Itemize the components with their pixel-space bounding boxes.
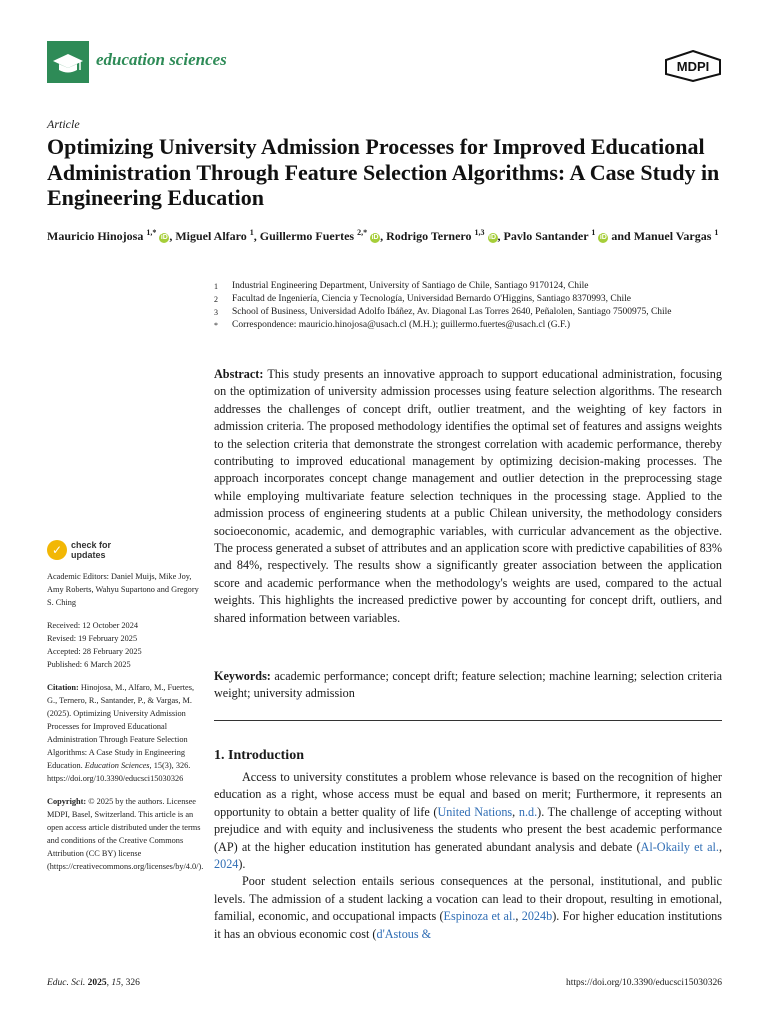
citation-link[interactable]: United Nations: [437, 804, 513, 819]
affiliation-text: Correspondence: mauricio.hinojosa@usach.cl (M.H.); guillermo.fuertes@usach.cl (G.F.): [232, 320, 571, 330]
received-date: Received: 12 October 2024: [47, 621, 139, 630]
footer-doi-link[interactable]: https://doi.org/10.3390/educsci15030326: [565, 978, 722, 988]
academic-editors: Academic Editors: Daniel Muijs, Mike Joy, Amy Roberts, Wahyu Supartono and Gregory S. Ching: [47, 572, 199, 607]
abstract-text: This study presents an innovative approach to support educational administration, focusing on the optimization of university admission processes using feature selection algorithms. The research addresses the challenges of concept drift, outlier treatment, and the weighting of key factors in admission criteria. The proposed methodology identifies the optimal set of features and assigns weights to the selection criteria that demonstrate the strongest correlation with academic performance, thereby contributing to improved educational management by optimizing decision-making processes. The approach incorporates concept change management and outlier detection in the preprocessing stage while employing multivariate feature selection techniques in the processing stage. Applied to the admission process of engineering students at a public Chilean university, the methodology considers socioeconomic, academic, and demographic variables, with curricular advancement as the objective. The process generated a subset of attributes and an application score with predictive capabilities of 83% and 84%, respectively. The results show a significantly greater association between the application score and academic performance when the methodology's weights are used, compared to the actual weights. This highlights the increased predictive power by accounting for concept drift, outliers, and shared information between variables.: [214, 367, 722, 625]
author-affiliation-sup: 1,3: [474, 228, 485, 237]
author-affiliation-sup: 1: [591, 228, 596, 237]
affiliation-item: [214, 306, 724, 319]
citation-link[interactable]: d'Astous &: [376, 926, 432, 941]
journal-logo: [47, 41, 89, 83]
citation-rest[interactable]: , 15(3), 326. https://doi.org/10.3390/educsci15030326: [47, 761, 191, 783]
citation-link[interactable]: Al-Okaily et al.: [640, 839, 719, 854]
citation-text: Hinojosa, M., Alfaro, M., Fuertes, G., Ternero, R., Santander, P., & Vargas, M. (2025). Optimizing University Admission Processes for Improved Educational Administration Through Feature Selection Algorithms: A Case Study in Engineering Education.: [47, 683, 195, 770]
author-name[interactable]: Guillermo Fuertes: [259, 229, 358, 243]
citation-link[interactable]: Espinoza et al.: [443, 909, 516, 924]
check-for-updates-badge[interactable]: [47, 540, 111, 560]
orcid-icon[interactable]: iD: [489, 234, 497, 241]
check-updates-line2: updates: [71, 550, 106, 560]
citation-label: Citation:: [47, 683, 79, 692]
check-updates-line1: check for: [71, 540, 112, 550]
author-name[interactable]: Miguel Alfaro: [175, 229, 250, 243]
footer-volume: 15: [111, 978, 121, 988]
article-title: Optimizing University Admission Processes for Improved Educational Administration Through Feature Selection Algorithms: A Case Study in Engineering Education: [47, 134, 720, 210]
article-type: Article: [47, 117, 80, 131]
footer-journal-ref: Educ. Sci. 2025, 15, 326: [47, 978, 140, 988]
author-name[interactable]: Rodrigo Ternero: [386, 229, 475, 243]
keywords-text: academic performance; concept drift; feature selection; machine learning; selection criteria weight; university admission: [214, 669, 722, 701]
orcid-icon[interactable]: iD: [599, 234, 607, 241]
copyright-block: [47, 795, 202, 873]
affiliation-text: Industrial Engineering Department, University of Santiago de Chile, Santiago 9170124, Chile: [232, 281, 589, 291]
affiliation-number: 1: [214, 282, 218, 291]
citation-link[interactable]: 2024: [214, 857, 239, 872]
copyright-text: © 2025 by the authors. Licensee MDPI, Basel, Switzerland. This article is an open access article distributed under the terms and conditions of the Creative Commons Attribution (CC BY) license (https://creativecommons.org/licenses/by/4.0/).: [47, 797, 204, 871]
affiliation-text: Facultad de Ingeniería, Ciencia y Tecnología, Universidad Bernardo O'Higgins, Santiago 8370993, Chile: [232, 294, 631, 304]
footer-journal-abbrev: Educ. Sci.: [47, 978, 86, 988]
author-affiliation-sup: 1: [249, 228, 254, 237]
intro-paragraph: Poor student selection entails serious consequences at the personal, institutional, and public levels. The admission of a student lacking a vocation can lead to their dropout, resulting in emotional, familial, economic, and occupational impacts (Espinoza et al., 2024b). For higher education institutions it has an obvious economic cost (d'Astous &: [214, 874, 723, 941]
publisher-name: MDPI: [676, 59, 710, 74]
published-date: Published: 6 March 2025: [47, 660, 131, 669]
graduation-cap-icon: [47, 41, 89, 83]
keywords-label: Keywords:: [214, 669, 271, 683]
intro-paragraph: Access to university constitutes a problem whose relevance is based on the recognition of higher education as a right, whose access must be equal and based on merit; Furthermore, it represents an opportunity to obtain a better quality of life (United Nations, n.d.). The challenge of accepting without prejudice and with equity and inclusiveness the students who present the best academic performance (AP) at the higher education institution has generated abundant analysis and debate (Al-Okaily et al., 2024).: [214, 770, 722, 872]
affiliation-number: 2: [214, 295, 218, 304]
citation-link[interactable]: n.d.: [518, 804, 538, 819]
affiliation-item: [214, 319, 724, 332]
abstract: [214, 366, 722, 627]
journal-name[interactable]: education sciences: [96, 50, 227, 69]
section-heading: 1. Introduction: [214, 748, 304, 763]
introduction-body: [214, 769, 722, 943]
affiliations: [214, 280, 724, 332]
accepted-date: Accepted: 28 February 2025: [47, 647, 142, 656]
affiliation-text: School of Business, Universidad Adolfo Ibáñez, Av. Diagonal Las Torres 2640, Peñalolen, Santiago 7500975, Chile: [232, 307, 672, 317]
affiliation-item: [214, 293, 724, 306]
publisher-logo[interactable]: [664, 50, 722, 87]
publication-dates: [47, 619, 202, 671]
affiliation-number: *: [214, 321, 218, 330]
affiliation-item: [214, 280, 724, 293]
affiliation-number: 3: [214, 308, 218, 317]
orcid-icon[interactable]: iD: [160, 234, 168, 241]
author-name[interactable]: Mauricio Hinojosa: [47, 229, 147, 243]
author-name[interactable]: Manuel Vargas: [633, 229, 715, 243]
section-divider: [214, 720, 722, 721]
copyright-label: Copyright:: [47, 797, 87, 806]
author-affiliation-sup: 2,*: [357, 228, 368, 237]
article-sidebar: [47, 570, 202, 883]
keywords: [214, 668, 722, 703]
citation-block: [47, 681, 202, 785]
citation-journal: Education Sciences: [84, 761, 150, 770]
footer-article-number: , 326: [120, 978, 140, 988]
citation-link[interactable]: 2024b: [521, 909, 553, 924]
revised-date: Revised: 19 February 2025: [47, 634, 138, 643]
footer-year: 2025: [87, 978, 107, 988]
author-affiliation-sup: 1: [714, 228, 719, 237]
check-updates-icon: ✓: [47, 540, 67, 560]
author-list: Mauricio Hinojosa $^{1,*}$ iD , Miguel Alfaro $^1$, Guillermo Fuertes $^{2,*}$ iD , Rodrigo Ternero $^{1,3}$ iD , Pavlo Santander $^1$ iD and Manuel Vargas $^1$: [47, 228, 719, 243]
author-name[interactable]: Pavlo Santander: [503, 229, 592, 243]
author-affiliation-sup: 1,*: [146, 228, 157, 237]
orcid-icon[interactable]: iD: [371, 234, 379, 241]
abstract-label: Abstract:: [214, 367, 264, 381]
